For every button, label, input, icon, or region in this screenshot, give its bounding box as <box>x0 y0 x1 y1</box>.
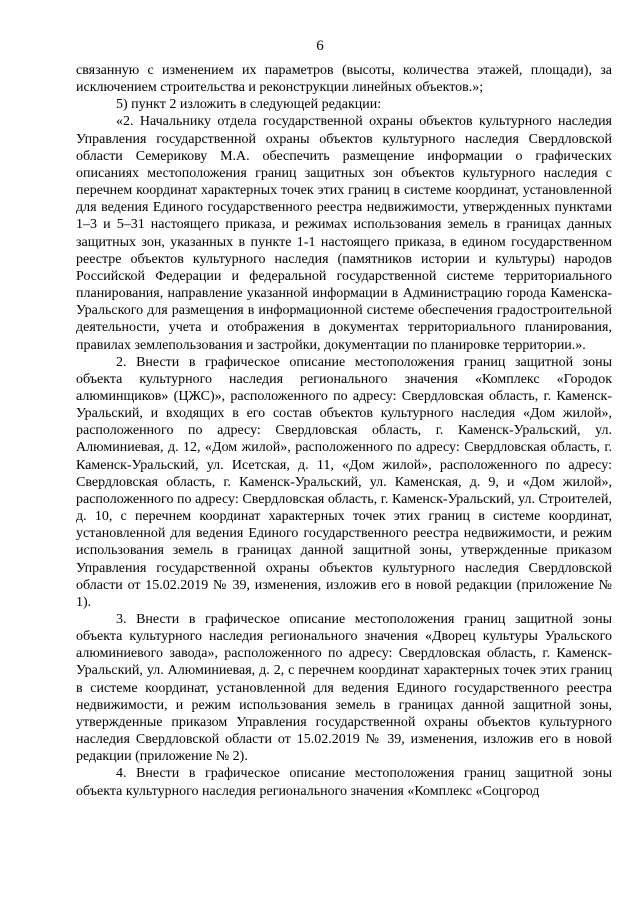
paragraph-quoted-clause-2: «2. Начальнику отдела государственной охраны объектов культурного наследия Управления государственной охраны объектов культурного наследия Свердловской области Семерикову М.А. обеспечить размещение информации о графических описаниях местоположения границ защитных зон объектов культурного наследия с перечнем координат характерных точек этих границ в системе координат, установленной для ведения Единого государственного реестра недвижимости, утвержденных пунктами 1–3 и 5–31 настоящего приказа, и режимах использования земель в границах данных защитных зон, указанных в пункте 1-1 настоящего приказа, в едином государственном реестре объектов культурного наследия (памятников истории и культуры) народов Российской Федерации и федеральной государственной системе территориального планирования, направление указанной информации в Администрацию города Каменска-Уральского для размещения в информационной системе обеспечения градостроительной деятельности, учета и отображения в документах территориального планирования, правилах землепользования и застройки, документации по планировке территории.». <box>76 114 612 353</box>
paragraph-3: 3. Внести в графическое описание местоположения границ защитной зоны объекта культурного наследия регионального значения «Дворец культуры Уральского алюминиевого завода», расположенного по адресу: Свердловская область, г. Каменск-Уральский, ул. Алюминиевая, д. 2, с перечнем координат характерных точек этих границ в системе координат, установленной для ведения Единого государственного реестра недвижимости, и режим использования земель в границах данной защитной зоны, утвержденные приказом Управления государственной охраны объектов культурного наследия Свердловской области от 15.02.2019 № 39, изменения, изложив его в новой редакции (приложение № 2). <box>76 612 612 765</box>
paragraph-4: 4. Внести в графическое описание местоположения границ защитной зоны объекта культурного наследия регионального значения «Комплекс «Соцгород <box>76 766 612 799</box>
page-number: 6 <box>316 38 324 54</box>
paragraph-item-5: 5) пункт 2 изложить в следующей редакции: <box>116 97 382 113</box>
paragraph-2: 2. Внести в графическое описание местоположения границ защитной зоны объекта культурного наследия регионального значения «Комплекс «Городок алюминщиков» (ЦЖС)», расположенного по адресу: Свердловская область, г. Каменск-Уральский, и входящих в его состав объектов культурного наследия «Дом жилой», расположенного по адресу: Свердловская область, г. Каменск-Уральский, ул. Алюминиевая, д. 12, «Дом жилой», расположенного по адресу: Свердловская область, г. Каменск-Уральский, ул. Исетская, д. 11, «Дом жилой», расположенного по адресу: Свердловская область, г. Каменск-Уральский, ул. Каменская, д. 9, и «Дом жилой», расположенного по адресу: Свердловская область, г. Каменск-Уральский, ул. Строителей, д. 10, с перечнем координат характерных точек этих границ в системе координат, установленной для ведения Единого государственного реестра недвижимости, и режим использования земель в границах данной защитной зоны, утвержденные приказом Управления государственной охраны объектов культурного наследия Свердловской области от 15.02.2019 № 39, изменения, изложив его в новой редакции (приложение № 1). <box>76 354 612 610</box>
document-body <box>76 62 612 800</box>
paragraph-continuation: связанную с изменением их параметров (высоты, количества этажей, площади), за исключением строительства и реконструкции линейных объектов.»; <box>76 63 612 96</box>
